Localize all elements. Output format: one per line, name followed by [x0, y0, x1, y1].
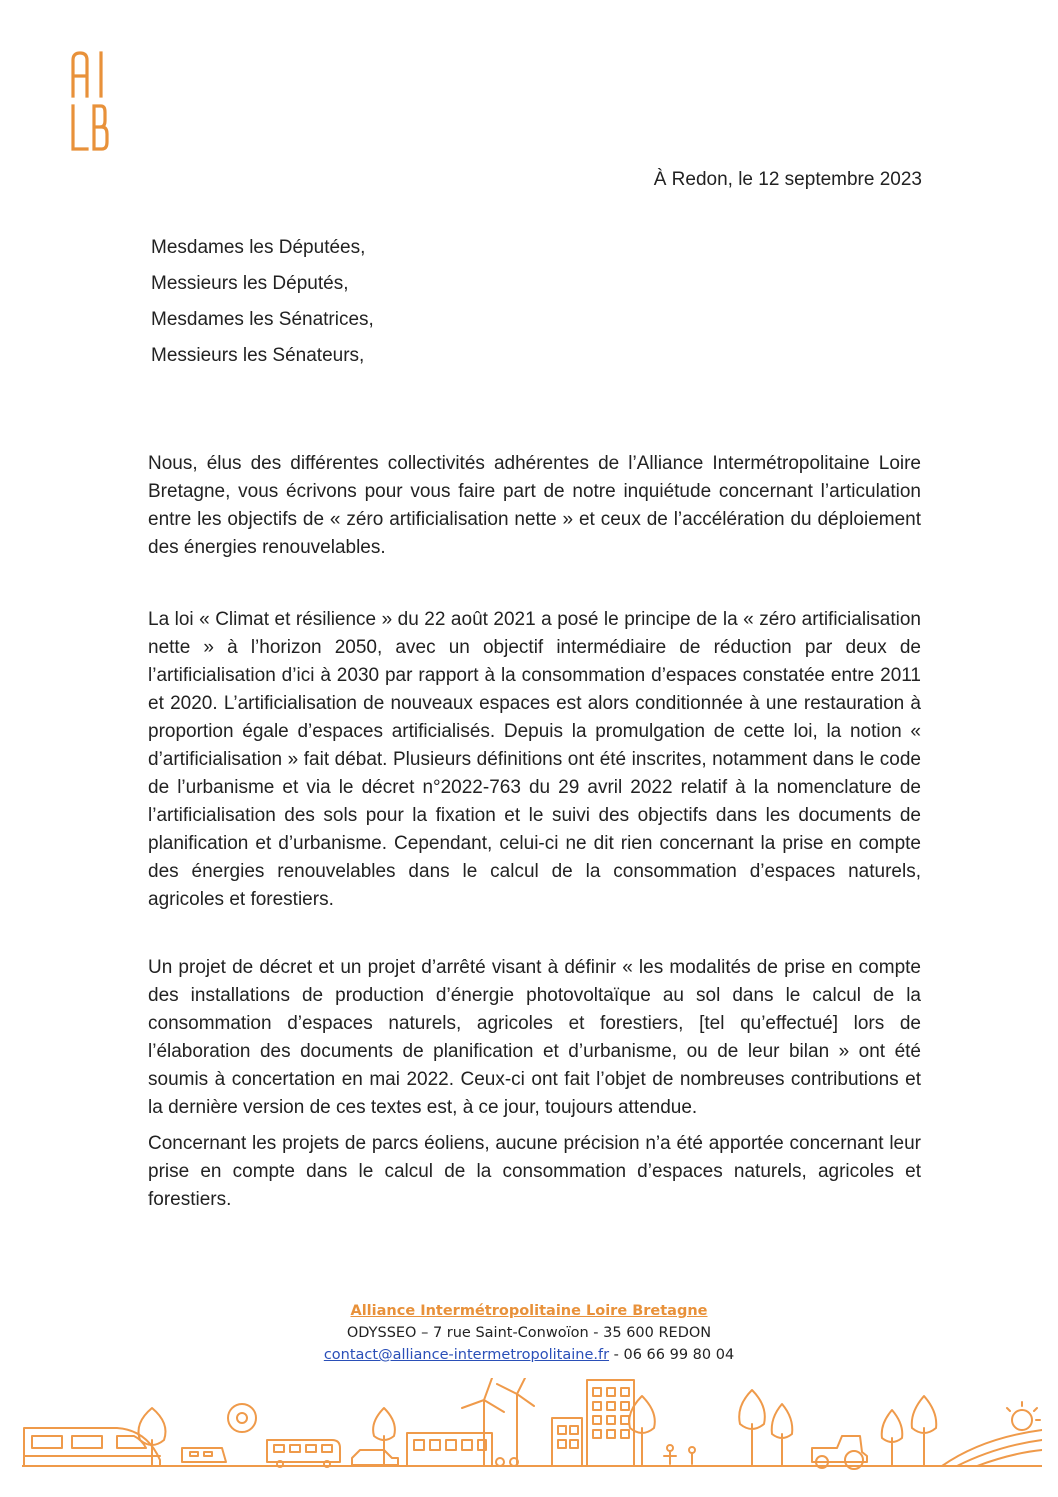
body-paragraph: Nous, élus des différentes collectivités adhérentes de l’Alliance Intermétropolitaine Loire Bretagne, vous écrivons pour vous faire part de notre inquiétude concernant l’articulation entre les objectifs de « zéro artificialisation nette » et ceux de l’accélération du déploiement des énergies renouvelables. — [148, 453, 921, 558]
ailb-logo — [70, 50, 110, 152]
footer-org-name: Alliance Intermétropolitaine Loire Bretagne — [350, 1303, 708, 1319]
recipient-line: Mesdames les Sénatrices, — [151, 309, 374, 330]
body-paragraph: Concernant les projets de parcs éoliens, aucune précision n’a été apportée concernant leur prise en compte dans le calcul de la consommation d’espaces naturels, agricoles et forestiers. — [148, 1133, 921, 1210]
recipient-line: Messieurs les Sénateurs, — [151, 345, 365, 366]
body-paragraph: Un projet de décret et un projet d’arrêté visant à définir « les modalités de prise en compte des installations de production d’énergie photovoltaïque au sol dans le calcul de la consommation d’espaces naturels, agricoles et forestiers, [tel qu’effectué] lors de l’élaboration des documents de planification et d’urbanisme, ou de leur bilan » ont été soumis à concertation en mai 2022. Ceux-ci ont fait l’objet de nombreuses contributions et la dernière version de ces textes est, à ce jour, toujours attendue. — [148, 957, 921, 1118]
recipients-block — [151, 236, 374, 380]
svg-text:AI LB: AI LB — [70, 50, 74, 51]
body-paragraph: La loi « Climat et résilience » du 22 août 2021 a posé le principe de la « zéro artificialisation nette » à l’horizon 2050, avec un objectif intermédiaire de réduction par deux de l’artificialisation d’ici à 2030 par rapport à la consommation d’espaces constatée entre 2011 et 2020. L’artificialisation de nouveaux espaces est alors conditionnée à une restauration à proportion égale d’espaces artificialisés. Depuis la promulgation de cette loi, la notion « d’artificialisation » fait débat. Plusieurs définitions ont été inscrites, notamment dans le code de l’urbanisme et via le décret n°2022-763 du 29 avril 2022 relatif à la nomenclature de l’artificialisation des sols pour la fixation et le suivi des objectifs dans les documents de planification et d’urbanisme. Cependant, celui-ci ne dit rien concernant la prise en compte des énergies renouvelables dans le calcul de la consommation d’espaces naturels, agricoles et forestiers. — [148, 609, 921, 910]
footer-email-link[interactable]: contact@alliance-intermetropolitaine.fr — [323, 1347, 610, 1363]
footer-phone: - 06 66 99 80 04 — [609, 1347, 735, 1363]
recipient-line: Mesdames les Députées, — [151, 237, 366, 258]
city-skyline-illustration — [22, 1378, 1042, 1470]
date-line: À Redon, le 12 septembre 2023 — [653, 169, 922, 190]
footer — [0, 1300, 1058, 1366]
footer-address: ODYSSEO – 7 rue Saint-Conwoïon - 35 600 REDON — [346, 1325, 712, 1341]
recipient-line: Messieurs les Députés, — [151, 273, 349, 294]
